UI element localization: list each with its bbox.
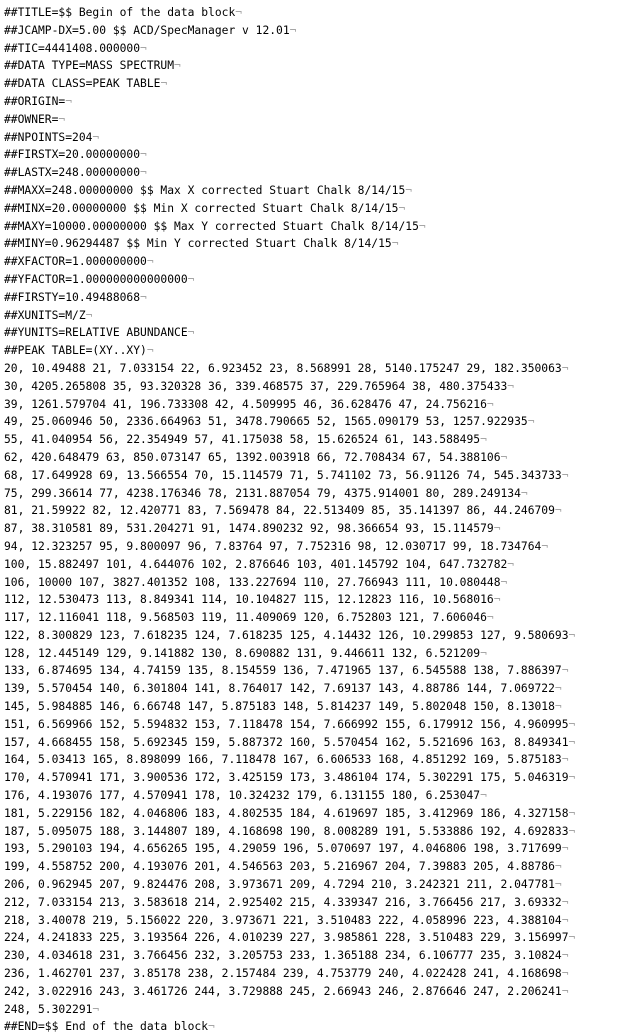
end-of-line-marker: ¬: [174, 59, 181, 73]
line-text: ##DATA TYPE=MASS SPECTRUM: [4, 59, 175, 73]
line-text: ##DATA CLASS=PEAK TABLE: [4, 77, 161, 91]
text-line: [4, 734, 624, 752]
line-text: 117, 12.116041 118, 9.568503 119, 11.409069 120, 6.752803 121, 7.606046: [4, 611, 487, 625]
text-line: [4, 57, 624, 75]
end-of-line-marker: ¬: [500, 575, 508, 589]
text-line: [4, 912, 624, 930]
text-line: [4, 858, 624, 876]
end-of-line-marker: ¬: [391, 237, 399, 251]
text-line: [4, 289, 624, 307]
text-line: [4, 787, 624, 805]
line-text: 224, 4.241833 225, 3.193564 226, 4.010239 227, 3.985861 228, 3.510483 229, 3.156997: [4, 931, 569, 945]
text-line: [4, 591, 624, 609]
line-text: 193, 5.290103 194, 4.656265 195, 4.29059 196, 5.070697 197, 4.046806 198, 3.717699: [4, 842, 562, 856]
text-line: [4, 75, 624, 93]
line-text: 236, 1.462701 237, 3.85178 238, 2.157484 239, 4.753779 240, 4.022428 241, 4.168698: [4, 967, 562, 981]
end-of-line-marker: ¬: [486, 397, 494, 411]
text-line: [4, 93, 624, 111]
end-of-line-marker: ¬: [140, 148, 147, 162]
line-text: ##PEAK TABLE=(XY..XY): [4, 344, 147, 358]
end-of-line-marker: ¬: [568, 931, 576, 945]
text-line: [4, 164, 624, 182]
end-of-line-marker: ¬: [160, 77, 168, 91]
line-text: ##MINY=0.96294487 $$ Min Y corrected Stuart Chalk 8/14/15: [4, 237, 392, 251]
end-of-line-marker: ¬: [500, 450, 508, 464]
text-line: [4, 146, 624, 164]
end-of-line-marker: ¬: [480, 433, 487, 447]
line-text: 206, 0.962945 207, 9.824476 208, 3.973671 209, 4.7294 210, 3.242321 211, 2.047781: [4, 878, 555, 892]
text-line: [4, 485, 624, 503]
text-line: [4, 307, 624, 325]
text-line: [4, 805, 624, 823]
line-text: 122, 8.300829 123, 7.618235 124, 7.618235 125, 4.14432 126, 10.299853 127, 9.580693: [4, 628, 569, 642]
text-line: [4, 22, 624, 40]
text-line: [4, 342, 624, 360]
text-line: [4, 271, 624, 289]
line-text: 176, 4.193076 177, 4.570941 178, 10.324232 179, 6.131155 180, 6.253047: [4, 789, 481, 803]
end-of-line-marker: ¬: [568, 806, 576, 820]
text-line: [4, 360, 624, 378]
text-line: [4, 769, 624, 787]
text-line: [4, 129, 624, 147]
text-line: [4, 1001, 624, 1019]
line-text: 49, 25.060946 50, 2336.664963 51, 3478.790665 52, 1565.090179 53, 1257.922935: [4, 415, 528, 429]
text-line: [4, 431, 624, 449]
text-line: [4, 609, 624, 627]
line-text: 75, 299.36614 77, 4238.176346 78, 2131.887054 79, 4375.914001 80, 289.249134: [4, 486, 521, 500]
end-of-line-marker: ¬: [146, 255, 154, 269]
end-of-line-marker: ¬: [208, 1020, 215, 1034]
text-line: [4, 396, 624, 414]
line-text: ##FIRSTY=10.49488068: [4, 290, 141, 304]
end-of-line-marker: ¬: [561, 913, 569, 927]
end-of-line-marker: ¬: [541, 539, 549, 553]
line-text: 62, 420.648479 63, 850.073147 65, 1392.003918 66, 72.708434 67, 54.388106: [4, 450, 501, 464]
line-text: 187, 5.095075 188, 3.144807 189, 4.168698 190, 8.008289 191, 5.533886 192, 4.692833: [4, 824, 569, 838]
line-text: 164, 5.03413 165, 8.898099 166, 7.118478 167, 6.606533 168, 4.851292 169, 5.875183: [4, 753, 562, 767]
text-line: [4, 235, 624, 253]
line-text: ##NPOINTS=204: [4, 130, 93, 144]
line-text: ##MAXX=248.00000000 $$ Max X corrected Stuart Chalk 8/14/15: [4, 183, 406, 197]
end-of-line-marker: ¬: [568, 824, 576, 838]
end-of-line-marker: ¬: [561, 664, 569, 678]
end-of-line-marker: ¬: [554, 700, 562, 714]
end-of-line-marker: ¬: [520, 486, 528, 500]
text-line: [4, 574, 624, 592]
line-text: ##MINX=20.00000000 $$ Min X corrected Stuart Chalk 8/14/15: [4, 201, 399, 215]
line-text: 87, 38.310581 89, 531.204271 91, 1474.890232 92, 98.366654 93, 15.114579: [4, 522, 494, 536]
end-of-line-marker: ¬: [568, 628, 576, 642]
end-of-line-marker: ¬: [554, 878, 562, 892]
text-line: [4, 449, 624, 467]
end-of-line-marker: ¬: [187, 272, 195, 286]
line-text: 39, 1261.579704 41, 196.733308 42, 4.509995 46, 36.628476 47, 24.756216: [4, 397, 487, 411]
line-text: 242, 3.022916 243, 3.461726 244, 3.729888 245, 2.66943 246, 2.876646 247, 2.206241: [4, 984, 562, 998]
text-line: [4, 751, 624, 769]
line-text: ##JCAMP-DX=5.00 $$ ACD/SpecManager v 12.01: [4, 23, 290, 37]
line-text: 94, 12.323257 95, 9.800097 96, 7.83764 97, 7.752316 98, 12.030717 99, 18.734764: [4, 539, 542, 553]
end-of-line-marker: ¬: [85, 308, 93, 322]
line-text: ##MAXY=10000.00000000 $$ Max Y corrected Stuart Chalk 8/14/15: [4, 219, 419, 233]
text-line: [4, 823, 624, 841]
line-text: ##YUNITS=RELATIVE ABUNDANCE: [4, 326, 188, 340]
line-text: ##YFACTOR=1.000000000000000: [4, 272, 188, 286]
line-text: 248, 5.302291: [4, 1002, 93, 1016]
text-line: [4, 502, 624, 520]
end-of-line-marker: ¬: [92, 1002, 100, 1016]
text-line: [4, 4, 624, 22]
end-of-line-marker: ¬: [561, 753, 569, 767]
line-text: 170, 4.570941 171, 3.900536 172, 3.425159 173, 3.486104 174, 5.302291 175, 5.046319: [4, 771, 569, 785]
line-text: 218, 3.40078 219, 5.156022 220, 3.973671 221, 3.510483 222, 4.058996 223, 4.388104: [4, 913, 562, 927]
text-line: [4, 1018, 624, 1036]
line-text: ##TITLE=$$ Begin of the data block: [4, 6, 236, 19]
end-of-line-marker: ¬: [493, 593, 501, 607]
end-of-line-marker: ¬: [405, 183, 413, 197]
line-text: 151, 6.569966 152, 5.594832 153, 7.118478 154, 7.666992 155, 6.179912 156, 4.960995: [4, 717, 569, 731]
text-line: [4, 680, 624, 698]
end-of-line-marker: ¬: [561, 842, 569, 856]
text-line: [4, 627, 624, 645]
line-text: ##OWNER=: [4, 112, 59, 126]
text-line: [4, 698, 624, 716]
text-line: [4, 645, 624, 663]
end-of-line-marker: ¬: [65, 94, 73, 108]
line-text: 157, 4.668455 158, 5.692345 159, 5.887372 160, 5.570454 162, 5.521696 163, 8.849341: [4, 735, 569, 749]
end-of-line-marker: ¬: [561, 949, 569, 963]
text-line: [4, 965, 624, 983]
end-of-line-marker: ¬: [568, 717, 576, 731]
text-line: [4, 538, 624, 556]
line-text: 145, 5.984885 146, 6.66748 147, 5.875183 148, 5.814237 149, 5.802048 150, 8.13018: [4, 700, 555, 714]
end-of-line-marker: ¬: [493, 522, 501, 536]
line-text: 181, 5.229156 182, 4.046806 183, 4.802535 184, 4.619697 185, 3.412969 186, 4.327158: [4, 806, 569, 820]
end-of-line-marker: ¬: [187, 326, 195, 340]
line-text: 68, 17.649928 69, 13.566554 70, 15.114579 71, 5.741102 73, 56.91126 74, 545.343733: [4, 468, 562, 482]
line-text: 133, 6.874695 134, 4.74159 135, 8.154559 136, 7.471965 137, 6.545588 138, 7.886397: [4, 664, 562, 678]
line-text: 199, 4.558752 200, 4.193076 201, 4.546563 203, 5.216967 204, 7.39883 205, 4.88786: [4, 860, 555, 874]
end-of-line-marker: ¬: [568, 771, 576, 785]
text-line: [4, 947, 624, 965]
text-line: [4, 929, 624, 947]
end-of-line-marker: ¬: [554, 682, 562, 696]
line-text: 106, 10000 107, 3827.401352 108, 133.227694 110, 27.766943 111, 10.080448: [4, 575, 501, 589]
text-line: [4, 111, 624, 129]
end-of-line-marker: ¬: [140, 290, 147, 304]
text-line: [4, 876, 624, 894]
end-of-line-marker: ¬: [398, 201, 406, 215]
end-of-line-marker: ¬: [146, 344, 154, 358]
end-of-line-marker: ¬: [235, 6, 243, 19]
line-text: 55, 41.040954 56, 22.354949 57, 41.175038 58, 15.626524 61, 143.588495: [4, 433, 481, 447]
line-text: ##LASTX=248.00000000: [4, 166, 141, 180]
line-text: 128, 12.445149 129, 9.141882 130, 8.690882 131, 9.446611 132, 6.521209: [4, 646, 481, 660]
line-text: 212, 7.033154 213, 3.583618 214, 2.925402 215, 4.339347 216, 3.766456 217, 3.69332: [4, 895, 562, 909]
line-text: 139, 5.570454 140, 6.301804 141, 8.764017 142, 7.69137 143, 4.88786 144, 7.069722: [4, 682, 555, 696]
end-of-line-marker: ¬: [568, 735, 576, 749]
end-of-line-marker: ¬: [507, 379, 515, 393]
text-line: [4, 556, 624, 574]
text-line: [4, 182, 624, 200]
end-of-line-marker: ¬: [561, 895, 569, 909]
end-of-line-marker: ¬: [486, 611, 494, 625]
text-line: [4, 324, 624, 342]
end-of-line-marker: ¬: [480, 789, 487, 803]
text-line: [4, 200, 624, 218]
end-of-line-marker: ¬: [507, 557, 515, 571]
line-text: 81, 21.59922 82, 12.420771 83, 7.569478 84, 22.513409 85, 35.141397 86, 44.246709: [4, 504, 555, 518]
end-of-line-marker: ¬: [92, 130, 100, 144]
text-line: [4, 218, 624, 236]
end-of-line-marker: ¬: [140, 41, 147, 55]
end-of-line-marker: ¬: [289, 23, 297, 37]
line-text: 230, 4.034618 231, 3.766456 232, 3.205753 233, 1.365188 234, 6.106777 235, 3.10824: [4, 949, 562, 963]
text-line: [4, 983, 624, 1001]
text-line: [4, 413, 624, 431]
line-text: ##ORIGIN=: [4, 94, 66, 108]
end-of-line-marker: ¬: [418, 219, 426, 233]
text-line: [4, 716, 624, 734]
end-of-line-marker: ¬: [561, 361, 569, 375]
text-line: [4, 662, 624, 680]
end-of-line-marker: ¬: [480, 646, 487, 660]
line-text: ##FIRSTX=20.00000000: [4, 148, 141, 162]
line-text: 112, 12.530473 113, 8.849341 114, 10.104827 115, 12.12823 116, 10.568016: [4, 593, 494, 607]
end-of-line-marker: ¬: [58, 112, 66, 126]
text-line: [4, 840, 624, 858]
end-of-line-marker: ¬: [554, 860, 562, 874]
line-text: ##XUNITS=M/Z: [4, 308, 86, 322]
text-line: [4, 378, 624, 396]
text-line: [4, 520, 624, 538]
line-text: ##XFACTOR=1.000000000: [4, 255, 147, 269]
end-of-line-marker: ¬: [527, 415, 535, 429]
end-of-line-marker: ¬: [561, 984, 569, 998]
line-text: 20, 10.49488 21, 7.033154 22, 6.923452 23, 8.568991 28, 5140.175247 29, 182.350063: [4, 361, 562, 375]
line-text: 30, 4205.265808 35, 93.320328 36, 339.468575 37, 229.765964 38, 480.375433: [4, 379, 508, 393]
end-of-line-marker: ¬: [554, 504, 562, 518]
line-text: ##END=$$ End of the data block: [4, 1020, 209, 1034]
end-of-line-marker: ¬: [140, 166, 147, 180]
end-of-line-marker: ¬: [561, 468, 569, 482]
text-line: [4, 467, 624, 485]
line-text: 100, 15.882497 101, 4.644076 102, 2.876646 103, 401.145792 104, 647.732782: [4, 557, 508, 571]
text-line: [4, 894, 624, 912]
line-text: ##TIC=4441408.000000: [4, 41, 141, 55]
end-of-line-marker: ¬: [561, 967, 569, 981]
text-line: [4, 253, 624, 271]
text-line: [4, 40, 624, 58]
